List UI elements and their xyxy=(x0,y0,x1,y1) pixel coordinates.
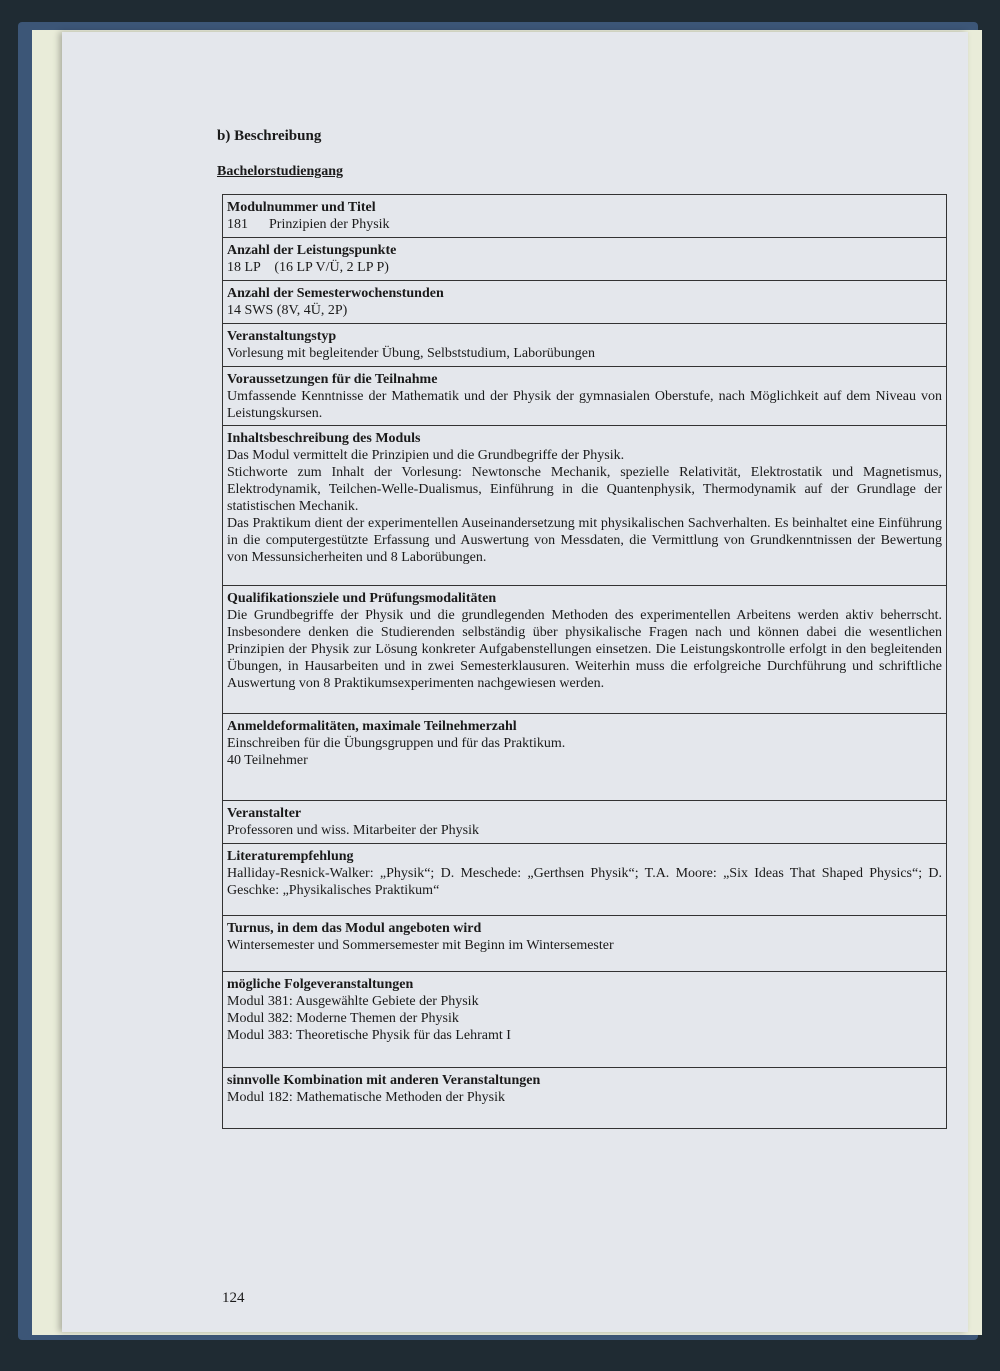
module-title: Prinzipien der Physik xyxy=(269,217,390,232)
row-label: mögliche Folgeveranstaltungen xyxy=(227,977,414,992)
row-label: Modulnummer und Titel xyxy=(227,200,376,215)
row-type xyxy=(223,324,946,367)
hours-value: 14 SWS (8V, 4Ü, 2P) xyxy=(227,303,348,318)
row-followups xyxy=(223,972,946,1068)
cycle-value: Wintersemester und Sommersemester mit Beginn im Wintersemester xyxy=(227,938,614,953)
row-label: Turnus, in dem das Modul angeboten wird xyxy=(227,921,482,936)
row-module-number-title xyxy=(223,195,946,238)
row-label: Literaturempfehlung xyxy=(227,849,354,864)
section-heading: b) Beschreibung xyxy=(217,128,322,144)
module-number: 181 xyxy=(227,217,248,232)
row-prerequisites xyxy=(223,367,946,426)
row-label: Veranstalter xyxy=(227,806,302,821)
row-label: Anzahl der Semesterwochenstunden xyxy=(227,286,444,301)
row-label: Veranstaltungstyp xyxy=(227,329,337,344)
content-paragraph: Das Praktikum dient der experimentellen Auseinandersetzung mit physikalischen Sachverhalten. Es beinhaltet eine Einführung in die computergestützte Erfassung und Auswertung von Messdaten, die Vermittlung von Grundkenntnissen der Bewertung von Messunsicherheiten und 8 Laborübungen. xyxy=(227,516,942,565)
followup-item: Modul 381: Ausgewählte Gebiete der Physik xyxy=(227,994,479,1009)
row-goals xyxy=(223,586,946,714)
row-label: Anmeldeformalitäten, maximale Teilnehmerzahl xyxy=(227,719,517,734)
page-number: 124 xyxy=(222,1290,245,1306)
prerequisites-value: Umfassende Kenntnisse der Mathematik und der Physik der gymnasialen Oberstufe, nach Möglichkeit auf dem Niveau von Leistungskursen. xyxy=(227,389,942,421)
row-registration xyxy=(223,714,946,801)
row-label: Anzahl der Leistungspunkte xyxy=(227,243,397,258)
row-credits xyxy=(223,238,946,281)
literature-value: Halliday-Resnick-Walker: „Physik“; D. Meschede: „Gerthsen Physik“; T.A. Moore: „Six Ideas That Shaped Physics“; D. Geschke: „Physikalisches Praktikum“ xyxy=(227,866,942,898)
row-literature xyxy=(223,844,946,916)
section-subheading: Bachelorstudiengang xyxy=(217,164,344,179)
organizer-value: Professoren und wiss. Mitarbeiter der Physik xyxy=(227,823,479,838)
module-table xyxy=(222,194,947,1129)
registration-line: Einschreiben für die Übungsgruppen und für das Praktikum. xyxy=(227,736,566,751)
followup-item: Modul 383: Theoretische Physik für das Lehramt I xyxy=(227,1028,511,1043)
type-value: Vorlesung mit begleitender Übung, Selbststudium, Laborübungen xyxy=(227,346,595,361)
row-combination xyxy=(223,1068,946,1128)
goals-value: Die Grundbegriffe der Physik und die grundlegenden Methoden des experimentellen Arbeitens werden aktiv beherrscht. Insbesondere denken die Studierenden selbständig über physikalische Fragen nach und können dabei die wesentlichen Prinzipien der Physik zur Lösung konkreter Aufgabenstellungen einsetzen. Die Leistungskontrolle erfolgt in den begleitenden Übungen, in Hausarbeiten und in zwei Semesterklausuren. Weiterhin muss die erfolgreiche Durchführung und schriftliche Auswertung von 8 Praktikumsexperimenten nachgewiesen werden. xyxy=(227,608,942,691)
combination-value: Modul 182: Mathematische Methoden der Physik xyxy=(227,1090,506,1105)
row-label: sinnvolle Kombination mit anderen Veranstaltungen xyxy=(227,1073,541,1088)
registration-line: 40 Teilnehmer xyxy=(227,753,308,768)
content-paragraph: Stichworte zum Inhalt der Vorlesung: Newtonsche Mechanik, spezielle Relativität, Elektrostatik und Magnetismus, Elektrodynamik, Teilchen-Welle-Dualismus, Einführung in die Quantenphysik, Thermodynamik auf der Grundlage der statistischen Mechanik. xyxy=(227,465,942,514)
document-page xyxy=(62,32,968,1332)
followup-item: Modul 382: Moderne Themen der Physik xyxy=(227,1011,459,1026)
row-content xyxy=(223,426,946,586)
row-cycle xyxy=(223,916,946,972)
row-label: Voraussetzungen für die Teilnahme xyxy=(227,372,438,387)
row-organizer xyxy=(223,801,946,844)
row-label: Inhaltsbeschreibung des Moduls xyxy=(227,431,421,446)
content-paragraph: Das Modul vermittelt die Prinzipien und die Grundbegriffe der Physik. xyxy=(227,448,625,463)
credits-value: 18 LP (16 LP V/Ü, 2 LP P) xyxy=(227,260,389,275)
row-label: Qualifikationsziele und Prüfungsmodalitäten xyxy=(227,591,497,606)
row-hours xyxy=(223,281,946,324)
